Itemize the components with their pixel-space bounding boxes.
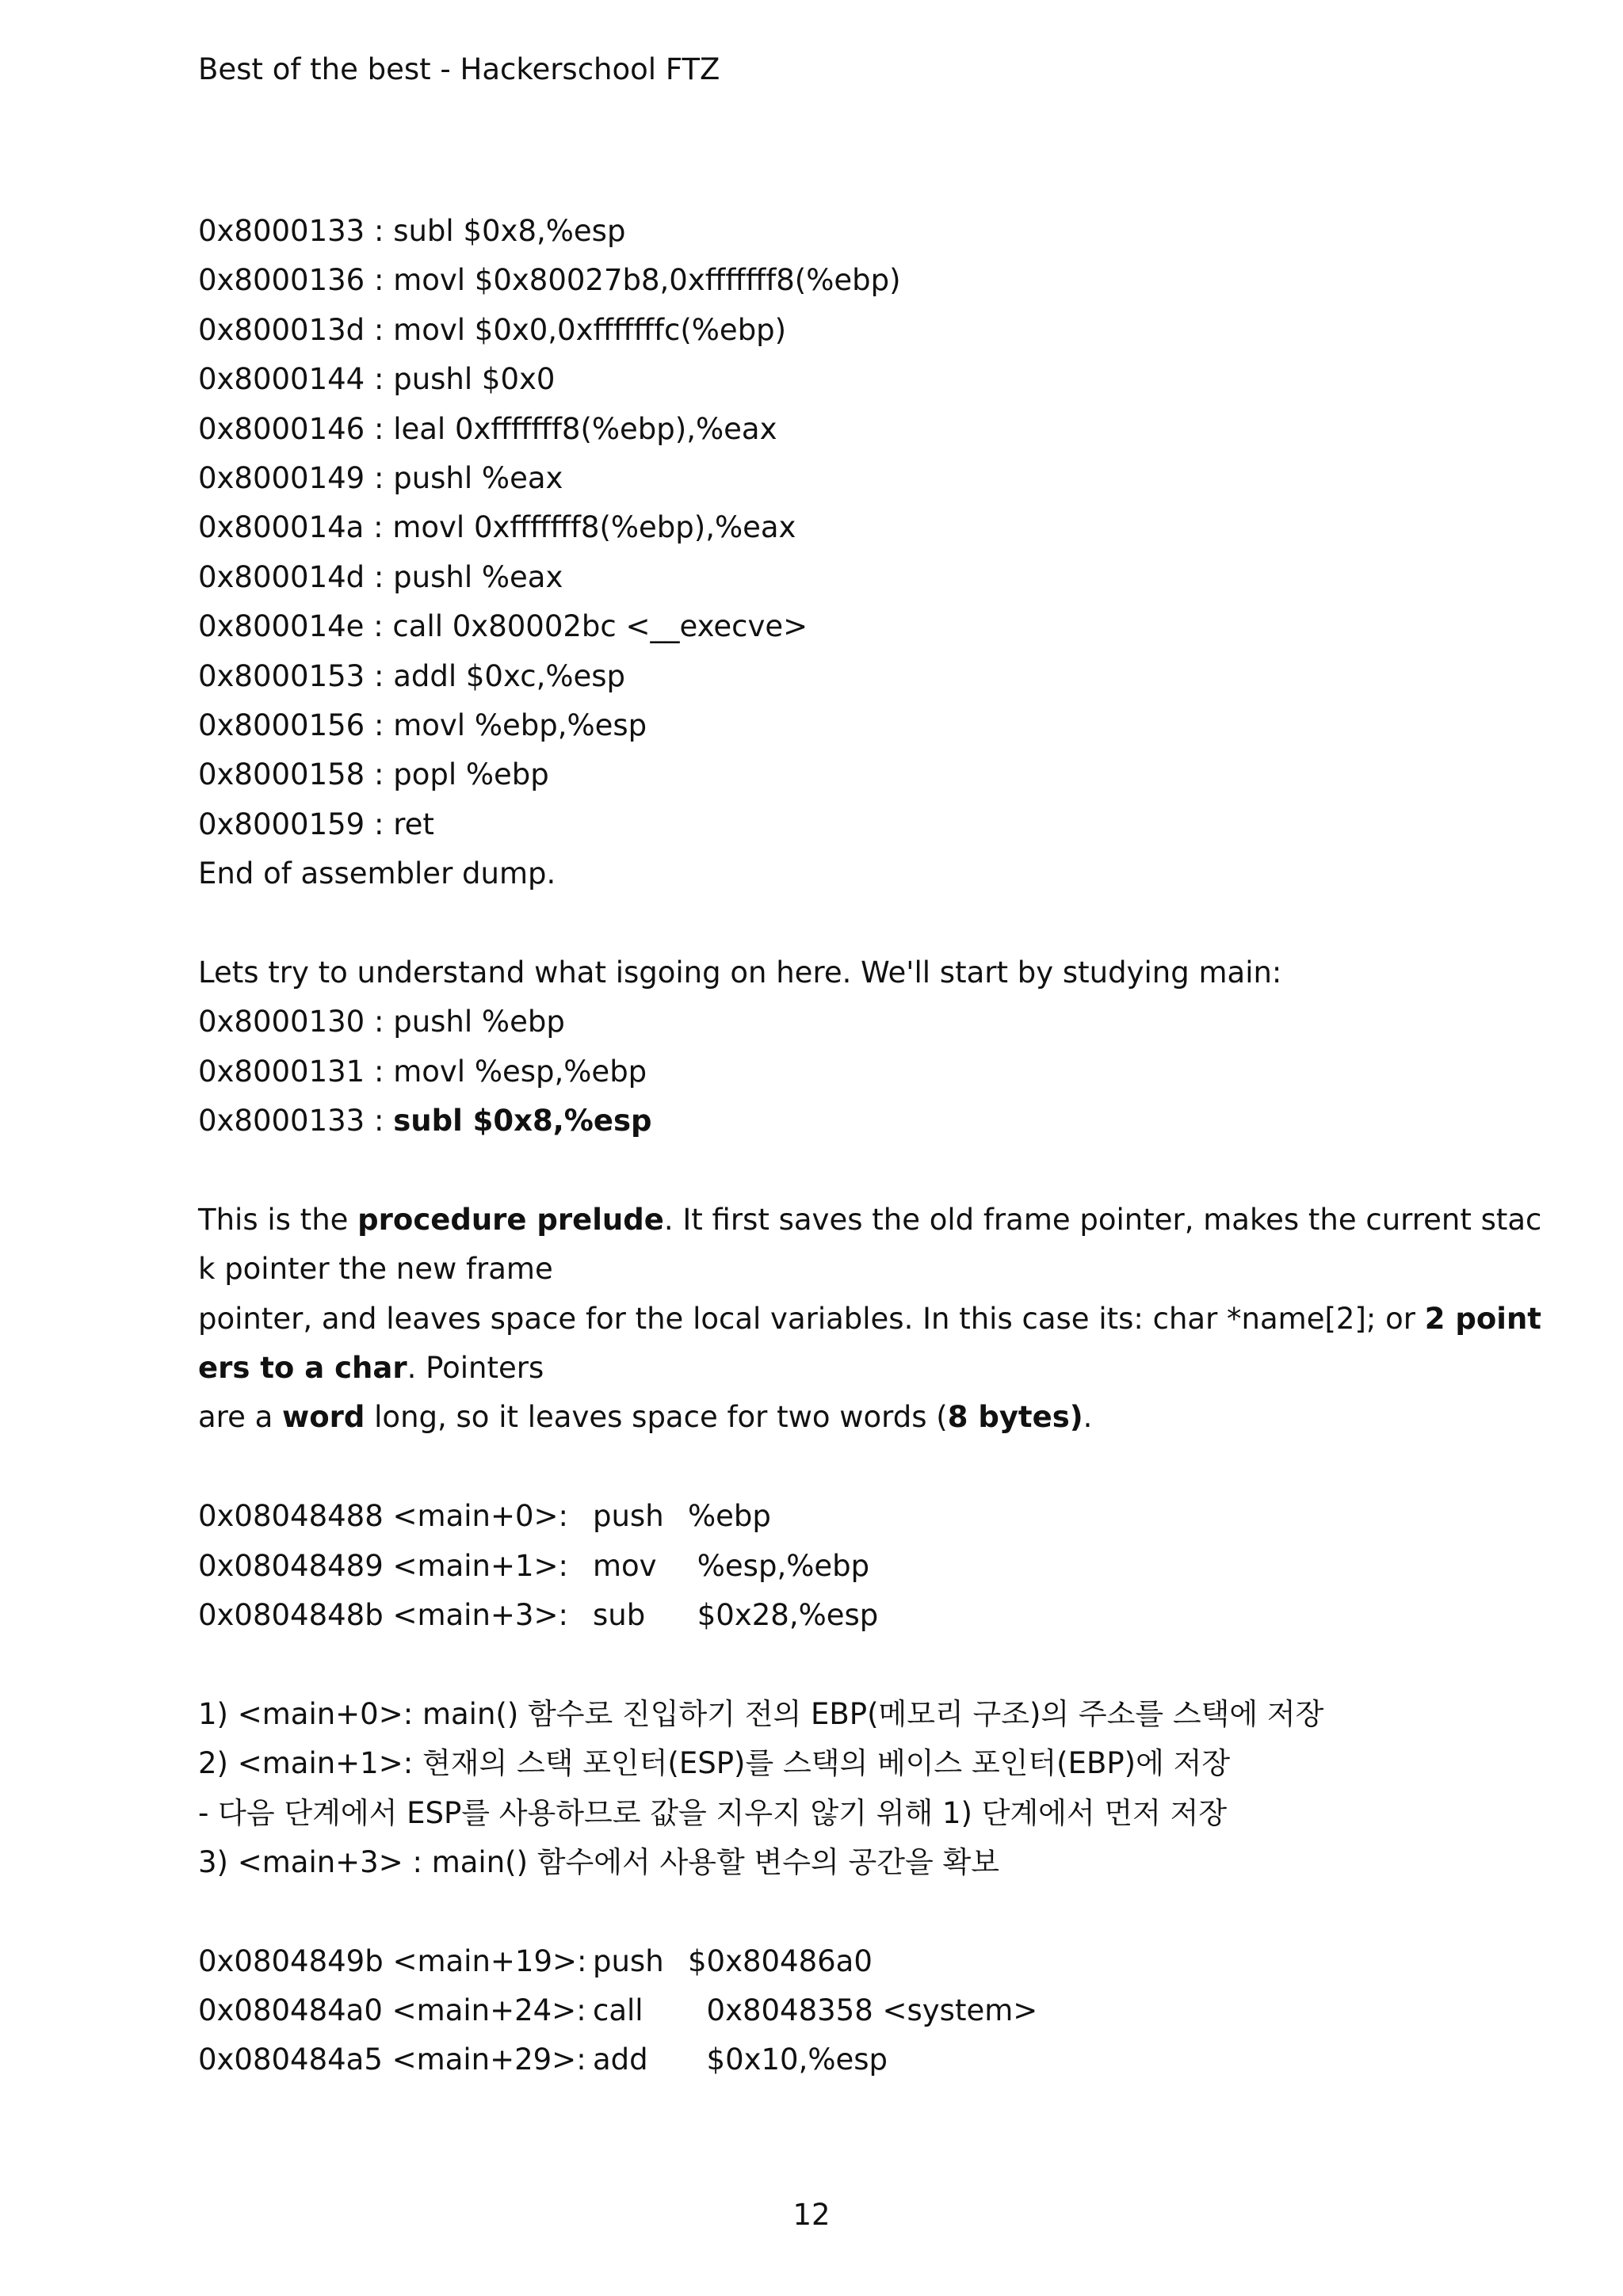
spacer (198, 1887, 1434, 1936)
gdb-address: 0x0804849b <main+19>: (198, 1943, 587, 1978)
spacer (198, 1443, 1434, 1492)
gdb-operands: $0x28,%esp (688, 1597, 879, 1632)
text-run: . Pointers (407, 1350, 544, 1385)
note-line: - 다음 단계에서 ESP를 사용하므로 값을 지우지 않기 위해 1) 단계에서 먼저 저장 (198, 1795, 1228, 1830)
asm-line: 0x8000153 : addl $0xc,%esp (198, 658, 626, 693)
bold-instruction: subl $0x8,%esp (393, 1104, 652, 1138)
gdb-row (198, 1542, 1434, 1591)
spacer (198, 898, 1434, 948)
text-run: long, so it leaves space for two words ( (365, 1400, 948, 1435)
note-line: 2) <main+1>: 현재의 스택 포인터(ESP)를 스택의 베이스 포인터(EBP)에 저장 (198, 1746, 1231, 1781)
text-run: . It first saves the old frame pointer, makes the current stac (663, 1202, 1542, 1237)
asm-line: 0x800013d : movl $0x0,0xfffffffc(%ebp) (198, 312, 787, 347)
asm-line: 0x8000130 : pushl %ebp (198, 1005, 565, 1039)
page-body (198, 207, 1542, 2085)
gdb-address: 0x080484a5 <main+29>: (198, 2042, 586, 2077)
asm-line: 0x800014a : movl 0xfffffff8(%ebp),%eax (198, 510, 796, 545)
text-run: pointer, and leaves space for the local variables. In this case its: char *name[2]; or (198, 1301, 1425, 1336)
gdb-opcode: push (593, 1943, 664, 1978)
asm-address: 0x8000133 : (198, 1104, 394, 1138)
note-line: 3) <main+3> : main() 함수에서 사용할 변수의 공간을 확보 (198, 1844, 999, 1879)
bold-term: 8 bytes) (947, 1400, 1083, 1435)
asm-line: 0x8000131 : movl %esp,%ebp (198, 1054, 647, 1089)
prelude-line (198, 1196, 1542, 1245)
page-number: 12 (792, 2198, 831, 2232)
bold-term: ers to a char (198, 1350, 407, 1385)
gdb-operands: %ebp (688, 1499, 771, 1534)
asm-line: 0x8000136 : movl $0x80027b8,0xfffffff8(%ebp) (198, 263, 901, 298)
gdb-opcode: sub (593, 1597, 646, 1632)
gdb-operands: %esp,%ebp (688, 1548, 870, 1583)
bold-term: word (282, 1400, 365, 1435)
gdb-operands: $0x80486a0 (688, 1943, 873, 1978)
intro-paragraph: Lets try to understand what isgoing on here. We'll start by studying main: (198, 955, 1282, 990)
gdb-row (198, 2035, 1434, 2084)
prelude-line: k pointer the new frame (198, 1252, 553, 1287)
asm-line: 0x8000133 : subl $0x8,%esp (198, 214, 626, 248)
gdb-operands: 0x8048358 <system> (688, 1993, 1038, 2028)
spacer (198, 1640, 1434, 1689)
gdb-address: 0x080484a0 <main+24>: (198, 1993, 586, 2028)
gdb-opcode: push (593, 1499, 664, 1534)
gdb-opcode: mov (593, 1548, 657, 1583)
asm-line: 0x8000144 : pushl $0x0 (198, 362, 556, 397)
gdb-address: 0x08048488 <main+0>: (198, 1499, 568, 1534)
asm-line: 0x8000159 : ret (198, 807, 434, 841)
prelude-line (198, 1295, 1541, 1344)
spacer (198, 1146, 1434, 1195)
asm-line: 0x8000156 : movl %ebp,%esp (198, 707, 647, 742)
text-run: . (1083, 1400, 1093, 1435)
gdb-opcode: add (593, 2042, 648, 2077)
asm-dump-end: End of assembler dump. (198, 856, 556, 891)
text-run: This is the (198, 1202, 358, 1237)
asm-line: 0x8000158 : popl %ebp (198, 757, 549, 792)
running-header: Best of the best - Hackerschool FTZ (198, 52, 720, 86)
bold-term: 2 point (1424, 1301, 1541, 1336)
gdb-row (198, 1937, 1434, 1986)
gdb-opcode: call (593, 1993, 643, 2028)
gdb-row (198, 1986, 1434, 2035)
asm-line: 0x800014e : call 0x80002bc <__execve> (198, 609, 808, 644)
prelude-line (198, 1344, 1434, 1393)
gdb-operands: $0x10,%esp (688, 2042, 888, 2077)
gdb-address: 0x0804848b <main+3>: (198, 1597, 568, 1632)
text-run: are a (198, 1400, 283, 1435)
bold-term: procedure prelude (357, 1202, 664, 1237)
note-line: 1) <main+0>: main() 함수로 진입하기 전의 EBP(메모리 구조)의 주소를 스택에 저장 (198, 1696, 1324, 1731)
asm-line: 0x8000149 : pushl %eax (198, 460, 563, 495)
gdb-row (198, 1591, 1434, 1640)
prelude-line (198, 1393, 1434, 1442)
gdb-address: 0x08048489 <main+1>: (198, 1548, 568, 1583)
gdb-row (198, 1492, 1434, 1541)
asm-line-highlight (198, 1097, 1434, 1146)
asm-line: 0x800014d : pushl %eax (198, 559, 563, 594)
asm-line: 0x8000146 : leal 0xfffffff8(%ebp),%eax (198, 411, 777, 446)
